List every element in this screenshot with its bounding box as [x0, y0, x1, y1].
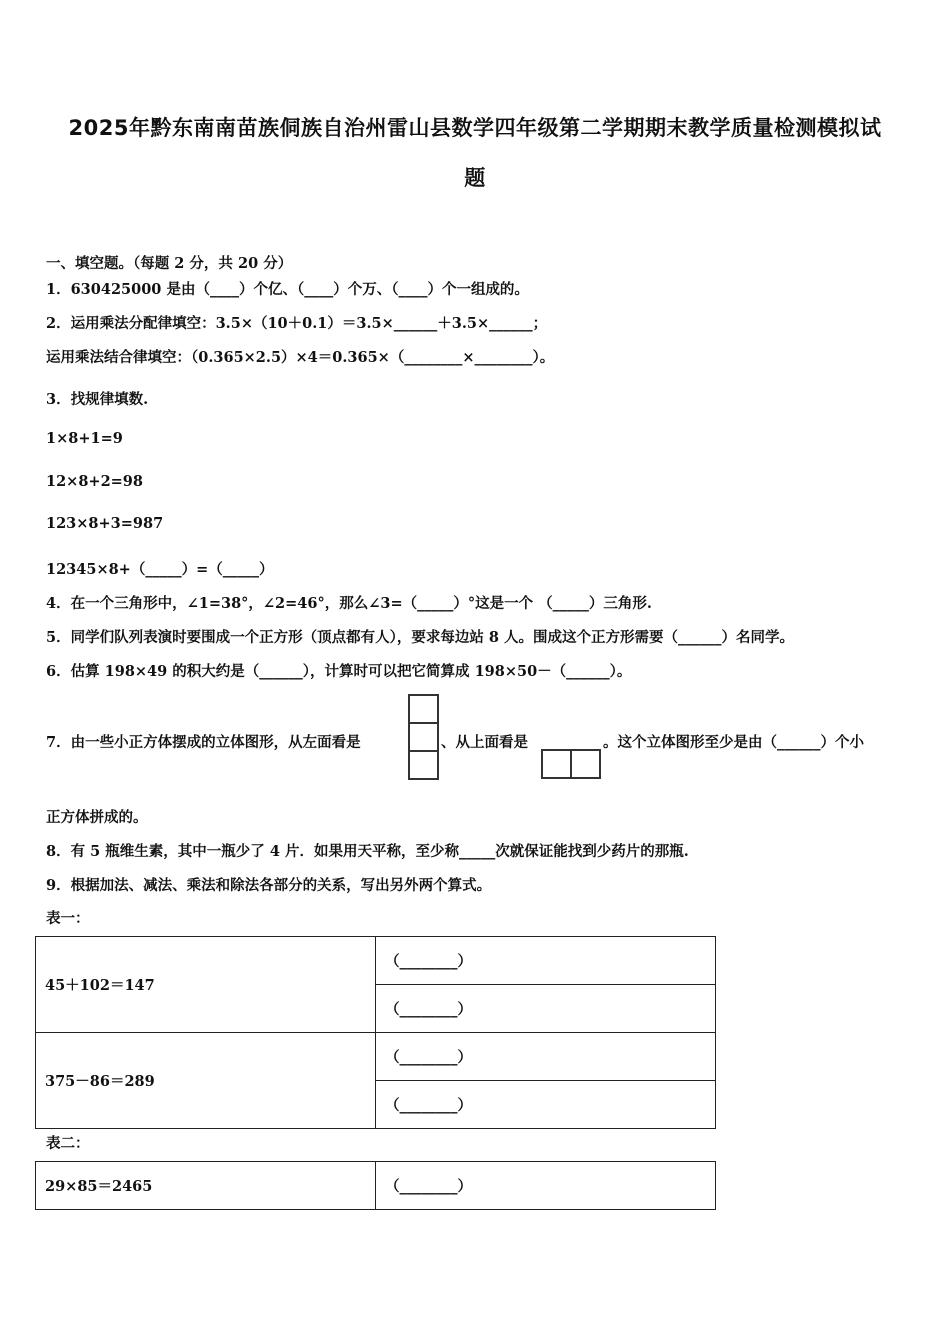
section-heading: 一、填空题。（每题 2 分，共 20 分） — [46, 255, 293, 272]
table-2-answer-blank: （________） — [376, 1162, 716, 1210]
question-3: 3．找规律填数. — [46, 391, 149, 408]
table-2-label: 表二： — [46, 1135, 90, 1152]
question-9: 9．根据加法、减法、乘法和除法各部分的关系，写出另外两个算式。 — [46, 877, 492, 894]
table-1-label: 表一： — [46, 910, 90, 927]
pattern-line-1: 1×8+1=9 — [46, 430, 123, 447]
page-title: 2025年黔东南南苗族侗族自治州雷山县数学四年级第二学期期末教学质量检测模拟试 — [68, 116, 882, 140]
question-7-part3: 。这个立体图形至少是由（______）个小 — [603, 734, 864, 751]
question-2a: 2．运用乘法分配律填空：3.5×（10＋0.1）＝3.5×______＋3.5×______； — [46, 315, 548, 332]
question-7-part2: 、从上面看是 — [441, 734, 528, 751]
table-2-equation-1: 29×85＝2465 — [36, 1162, 376, 1210]
table-1-answer-blank: （________） — [376, 1033, 716, 1081]
question-8: 8．有 5 瓶维生素，其中一瓶少了 4 片．如果用天平称，至少称_____次就保证能找到少药片的那瓶. — [46, 843, 689, 860]
question-4: 4．在一个三角形中，∠1=38°，∠2=46°，那么∠3=（_____）°这是一个 （_____）三角形. — [46, 595, 652, 612]
pattern-line-2: 12×8+2=98 — [46, 473, 143, 490]
pattern-line-4: 12345×8+（_____）=（_____） — [46, 561, 274, 578]
left-view-cube-1 — [408, 694, 439, 724]
page-title-continued: 题 — [464, 166, 486, 190]
pattern-line-3: 123×8+3=987 — [46, 515, 164, 532]
top-view-cube-1 — [541, 749, 572, 779]
question-6: 6．估算 198×49 的积大约是（______），计算时可以把它简算成 198×50－（______）。 — [46, 663, 632, 680]
table-1-answer-blank: （________） — [376, 985, 716, 1033]
table-1-equation-2: 375－86＝289 — [36, 1033, 376, 1129]
question-5: 5．同学们队列表演时要围成一个正方形（顶点都有人），要求每边站 8 人。围成这个正方形需要（______）名同学。 — [46, 629, 795, 646]
left-view-cube-3 — [408, 750, 439, 780]
table-1-answer-blank: （________） — [376, 937, 716, 985]
table-2 — [35, 1161, 716, 1210]
question-7-continued: 正方体拼成的。 — [46, 809, 148, 826]
left-view-cube-2 — [408, 722, 439, 752]
question-2b: 运用乘法结合律填空：（0.365×2.5）×4＝0.365×（________×________）。 — [46, 349, 555, 366]
top-view-cube-2 — [570, 749, 601, 779]
table-1-answer-blank: （________） — [376, 1081, 716, 1129]
question-7-part1: 7．由一些小正方体摆成的立体图形，从左面看是 — [46, 734, 361, 751]
table-1-equation-1: 45＋102＝147 — [36, 937, 376, 1033]
table-1 — [35, 936, 716, 1129]
question-1: 1．630425000 是由（____）个亿、（____）个万、（____）个一组成的。 — [46, 281, 529, 298]
